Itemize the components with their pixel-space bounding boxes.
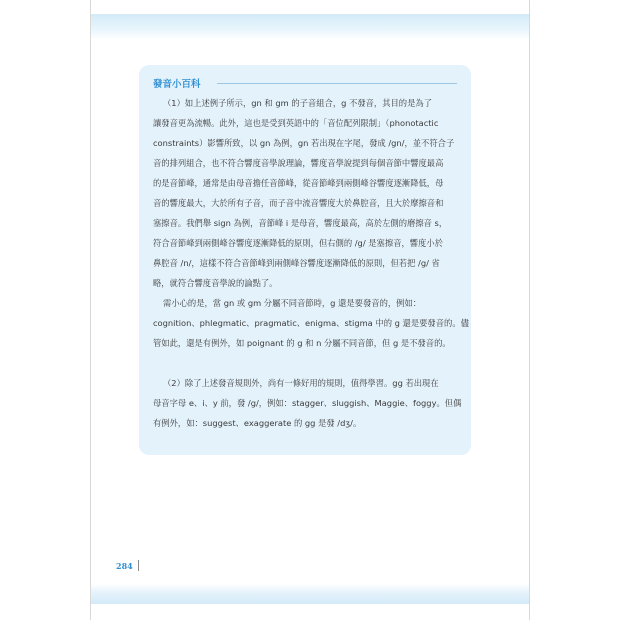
title-divider — [217, 83, 457, 84]
text-line: 鼻腔音 /n/，這樣不符合音節峰到兩側峰谷響度逐漸降低的原則，但若把 /g/ 省 — [153, 258, 440, 268]
text-line: 需小心的是，當 gn 或 gm 分屬不同音節時，g 還是要發音的，例如： — [163, 298, 422, 308]
text-line: 有例外，如：suggest、exaggerate 的 gg 是發 /dʒ/。 — [153, 418, 362, 428]
text-line: 讓發音更為流暢。此外，這也是受到英語中的「音位配列限制」（phonotactic — [153, 118, 439, 128]
text-line: 塞擦音。我們舉 sign 為例，音節峰 i 是母音，響度最高，高於左側的磨擦音 s， — [153, 218, 448, 228]
text-line: cognition、phlegmatic、pragmatic、enigma、stigma 中的 g 還是要發音的。儘 — [153, 318, 469, 328]
text-line: 符合音節峰到兩側峰谷響度逐漸降低的原則，但右側的 /g/ 是塞擦音，響度小於 — [153, 238, 443, 248]
header-band — [91, 14, 529, 40]
pronunciation-note-box — [139, 65, 471, 455]
page-number-divider — [138, 560, 139, 571]
book-page — [90, 0, 530, 620]
box-title-row — [153, 76, 459, 92]
page-number: 284 — [116, 561, 133, 571]
text-line: （1）如上述例子所示，gn 和 gm 的子音組合，g 不發音，其目的是為了 — [163, 98, 432, 108]
text-line: 略，就符合響度音學說的論點了。 — [153, 278, 278, 288]
text-line: 的是音節峰，通常是由母音擔任音節峰，從音節峰到兩側峰谷響度逐漸降低，母 — [153, 178, 444, 188]
section-title: 發音小百科 — [153, 79, 201, 90]
text-line: 管如此，還是有例外，如 poignant 的 g 和 n 分屬不同音節，但 g 是不發音的。 — [153, 338, 451, 348]
text-line: 母音字母 e、i、y 前，發 /g/，例如：stagger、sluggish、Maggie、foggy。但偶 — [153, 398, 462, 408]
text-line: （2）除了上述發音規則外，尚有一條好用的規則，值得學習。gg 若出現在 — [163, 378, 439, 388]
text-line: 音的響度最大，大於所有子音，而子音中流音響度大於鼻腔音，且大於摩擦音和 — [153, 198, 444, 208]
footer-band — [91, 584, 529, 604]
text-line: constraints）影響所致，以 gn 為例，gn 若出現在字尾，發成 /gn/，並不符合子 — [153, 138, 455, 148]
text-line: 音的排列組合，也不符合響度音學說理論，響度音學說提到每個音節中響度最高 — [153, 158, 444, 168]
